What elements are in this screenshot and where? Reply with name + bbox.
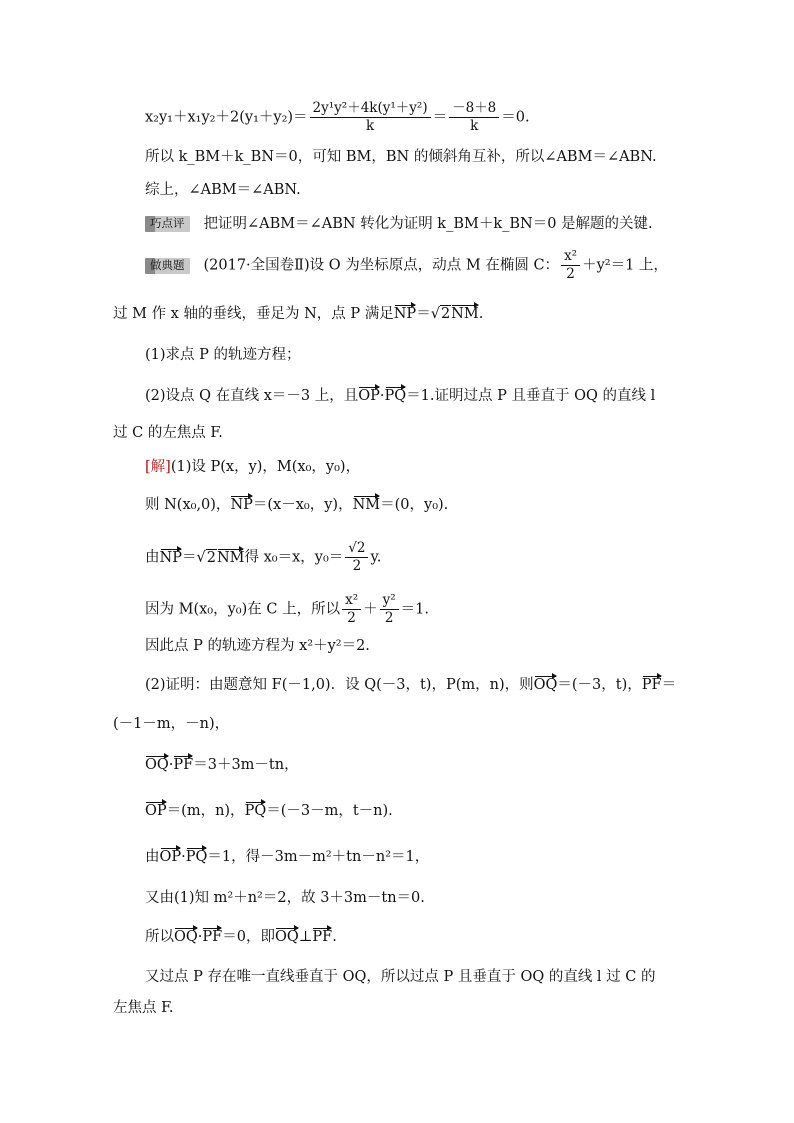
solution-line-5: 因此点 P 的轨迹方程为 x²＋y²＝2. xyxy=(145,638,370,654)
review-badge: 巧点评 xyxy=(145,216,190,232)
vector-nm: NM xyxy=(217,547,245,569)
fraction-1 xyxy=(310,100,431,135)
x-squared-fraction xyxy=(342,592,361,627)
vector-pf: PF xyxy=(642,674,662,696)
vector-oq: OQ xyxy=(174,926,198,948)
sqrt-symbol: √ xyxy=(196,549,206,566)
review-text: 把证明∠ABM＝∠ABN 转化为证明 k_BM＋k_BN＝0 是解题的关键. xyxy=(203,216,653,232)
perpendicular-symbol: ⊥ xyxy=(298,929,313,945)
sqrt2-over-2-fraction xyxy=(345,540,368,575)
solution-line-9 xyxy=(145,800,393,822)
vector-op: OP xyxy=(358,385,380,407)
vector-op: OP xyxy=(145,800,167,822)
period: . xyxy=(478,306,484,322)
fraction-2 xyxy=(449,100,499,135)
solution-text-3a: 由 xyxy=(145,549,160,566)
typical-problem-badge: 做典题 xyxy=(145,258,190,274)
text-line-3: 综上，∠ABM＝∠ABN. xyxy=(145,182,301,198)
solution-line-1 xyxy=(145,456,360,478)
solution-text-4b: ＝1. xyxy=(400,601,429,618)
fraction-2-numerator: －8＋8 xyxy=(449,100,499,118)
solution-text-6a: (2)证明：由题意知 F(－1,0)．设 Q(－3，t)，P(m，n)，则 xyxy=(145,677,534,693)
vector-oq: OQ xyxy=(275,926,299,948)
period: . xyxy=(332,929,337,945)
vector-pf: PF xyxy=(173,754,193,776)
sqrt-2 xyxy=(206,547,217,569)
sqrt-2 xyxy=(440,303,451,325)
vector-op: OP xyxy=(160,846,182,868)
solution-text-2a: 则 N(x₀,0)， xyxy=(145,497,231,513)
solution-text-12a: 所以 xyxy=(145,929,174,945)
solution-line-10 xyxy=(145,846,429,868)
fraction-denominator: 2 xyxy=(352,558,362,574)
solution-text-3c: y. xyxy=(370,549,382,566)
solution-line-2 xyxy=(145,494,448,516)
fraction-2-denominator: k xyxy=(470,118,479,134)
solution-line-13: 又过点 P 存在唯一直线垂直于 OQ，所以过点 P 且垂直于 OQ 的直线 l 过 C 的 xyxy=(145,969,656,985)
review-line xyxy=(145,213,653,235)
solution-line-8 xyxy=(145,754,299,776)
ellipse-fraction xyxy=(561,248,580,283)
problem-line-2 xyxy=(113,303,483,325)
vector-oq: OQ xyxy=(534,674,558,696)
vector-pq: PQ xyxy=(385,385,407,407)
problem-text-b: ＋y²＝1 上， xyxy=(582,257,668,274)
plus: ＋ xyxy=(363,601,378,618)
solution-line-4 xyxy=(145,592,429,627)
sqrt-symbol: √ xyxy=(430,306,440,322)
solution-line-6 xyxy=(145,674,676,696)
solution-label: 解 xyxy=(150,459,166,475)
solution-text-8b: ＝3＋3m－tn， xyxy=(193,757,299,773)
vector-pq: PQ xyxy=(245,800,267,822)
question-2-text-a: (2)设点 Q 在直线 x＝－3 上，且 xyxy=(145,388,359,404)
equals: ＝ xyxy=(432,109,448,126)
fraction-denominator: 2 xyxy=(384,610,394,626)
dot: · xyxy=(181,849,186,865)
solution-line-3 xyxy=(145,540,381,575)
dot: · xyxy=(197,929,203,945)
solution-line-11: 又由(1)知 m²＋n²＝2，故 3＋3m－tn＝0. xyxy=(145,890,425,906)
solution-line-7: (－1－m，－n)， xyxy=(113,716,230,732)
solution-text-2b: ＝(x－x₀，y)， xyxy=(252,497,353,513)
ellipse-fraction-numerator: x² xyxy=(561,248,580,266)
solution-text-10b: ＝1，得－3m－m²＋tn－n²＝1， xyxy=(207,849,430,865)
fraction-denominator: 2 xyxy=(347,610,356,626)
question-2-line-1 xyxy=(145,385,655,407)
text-line-2: 所以 k_BM＋k_BN＝0，可知 BM，BN 的倾斜角互补，所以∠ABM＝∠ABN. xyxy=(145,149,657,165)
problem-line-1 xyxy=(145,248,668,283)
question-1: (1)求点 P 的轨迹方程； xyxy=(145,347,301,363)
solution-text-2c: ＝(0，y₀). xyxy=(380,497,449,513)
y-squared-fraction xyxy=(380,592,399,627)
vector-pf: PF xyxy=(312,926,332,948)
fraction-1-numerator: 2y¹y²＋4k(y¹＋y²) xyxy=(310,100,431,118)
vector-oq: OQ xyxy=(145,754,169,776)
vector-np: NP xyxy=(394,303,416,325)
vector-pf: PF xyxy=(202,926,222,948)
problem-text-a: (2017·全国卷Ⅱ)设 O 为坐标原点，动点 M 在椭圆 C： xyxy=(203,257,560,274)
solution-text-1: (1)设 P(x，y)，M(x₀，y₀)， xyxy=(170,459,361,475)
solution-text-3b: 得 x₀＝x，y₀＝ xyxy=(244,549,344,566)
solution-text-9c: ＝(－3－m，t－n). xyxy=(266,803,393,819)
solution-text-6b: ＝(－3，t)， xyxy=(557,677,642,693)
solution-text-12b: ＝0，即 xyxy=(222,929,275,945)
solution-bracket-left: [ xyxy=(145,459,151,475)
solution-line-12 xyxy=(145,926,337,948)
fraction-numerator: y² xyxy=(380,592,399,610)
dot: · xyxy=(168,757,174,773)
vector-np: NP xyxy=(230,494,252,516)
fraction-numerator: x² xyxy=(342,592,361,610)
solution-text-6c: ＝ xyxy=(661,677,677,693)
equals: ＝ xyxy=(181,549,197,566)
fraction-1-denominator: k xyxy=(365,118,375,134)
question-2-line-2: 过 C 的左焦点 F. xyxy=(113,425,223,441)
problem-text-c: 过 M 作 x 轴的垂线，垂足为 N，点 P 满足 xyxy=(113,306,394,322)
solution-bracket-right: ] xyxy=(165,459,171,475)
sqrt-radicand: 2 xyxy=(440,306,451,322)
solution-line-14: 左焦点 F. xyxy=(113,1000,174,1016)
solution-text-4a: 因为 M(x₀，y₀)在 C 上，所以 xyxy=(145,601,341,618)
solution-text-10a: 由 xyxy=(145,849,160,865)
vector-nm: NM xyxy=(451,303,479,325)
fraction-numerator: √2 xyxy=(345,540,368,558)
vector-np: NP xyxy=(160,547,182,569)
question-2-text-b: ＝1.证明过点 P 且垂直于 OQ 的直线 l xyxy=(406,388,656,404)
solution-text-9b: ＝(m，n)， xyxy=(166,803,245,819)
vector-nm: NM xyxy=(353,494,381,516)
equation-left: x₂y₁＋x₁y₂＋2(y₁＋y₂)＝ xyxy=(145,109,308,126)
dot: · xyxy=(379,388,385,404)
equals: ＝ xyxy=(416,306,431,322)
sqrt-radicand: 2 xyxy=(206,549,216,566)
vector-pq: PQ xyxy=(186,846,208,868)
equation-end: ＝0. xyxy=(501,109,530,126)
equation-line-1 xyxy=(145,100,530,135)
ellipse-fraction-denominator: 2 xyxy=(566,266,575,282)
